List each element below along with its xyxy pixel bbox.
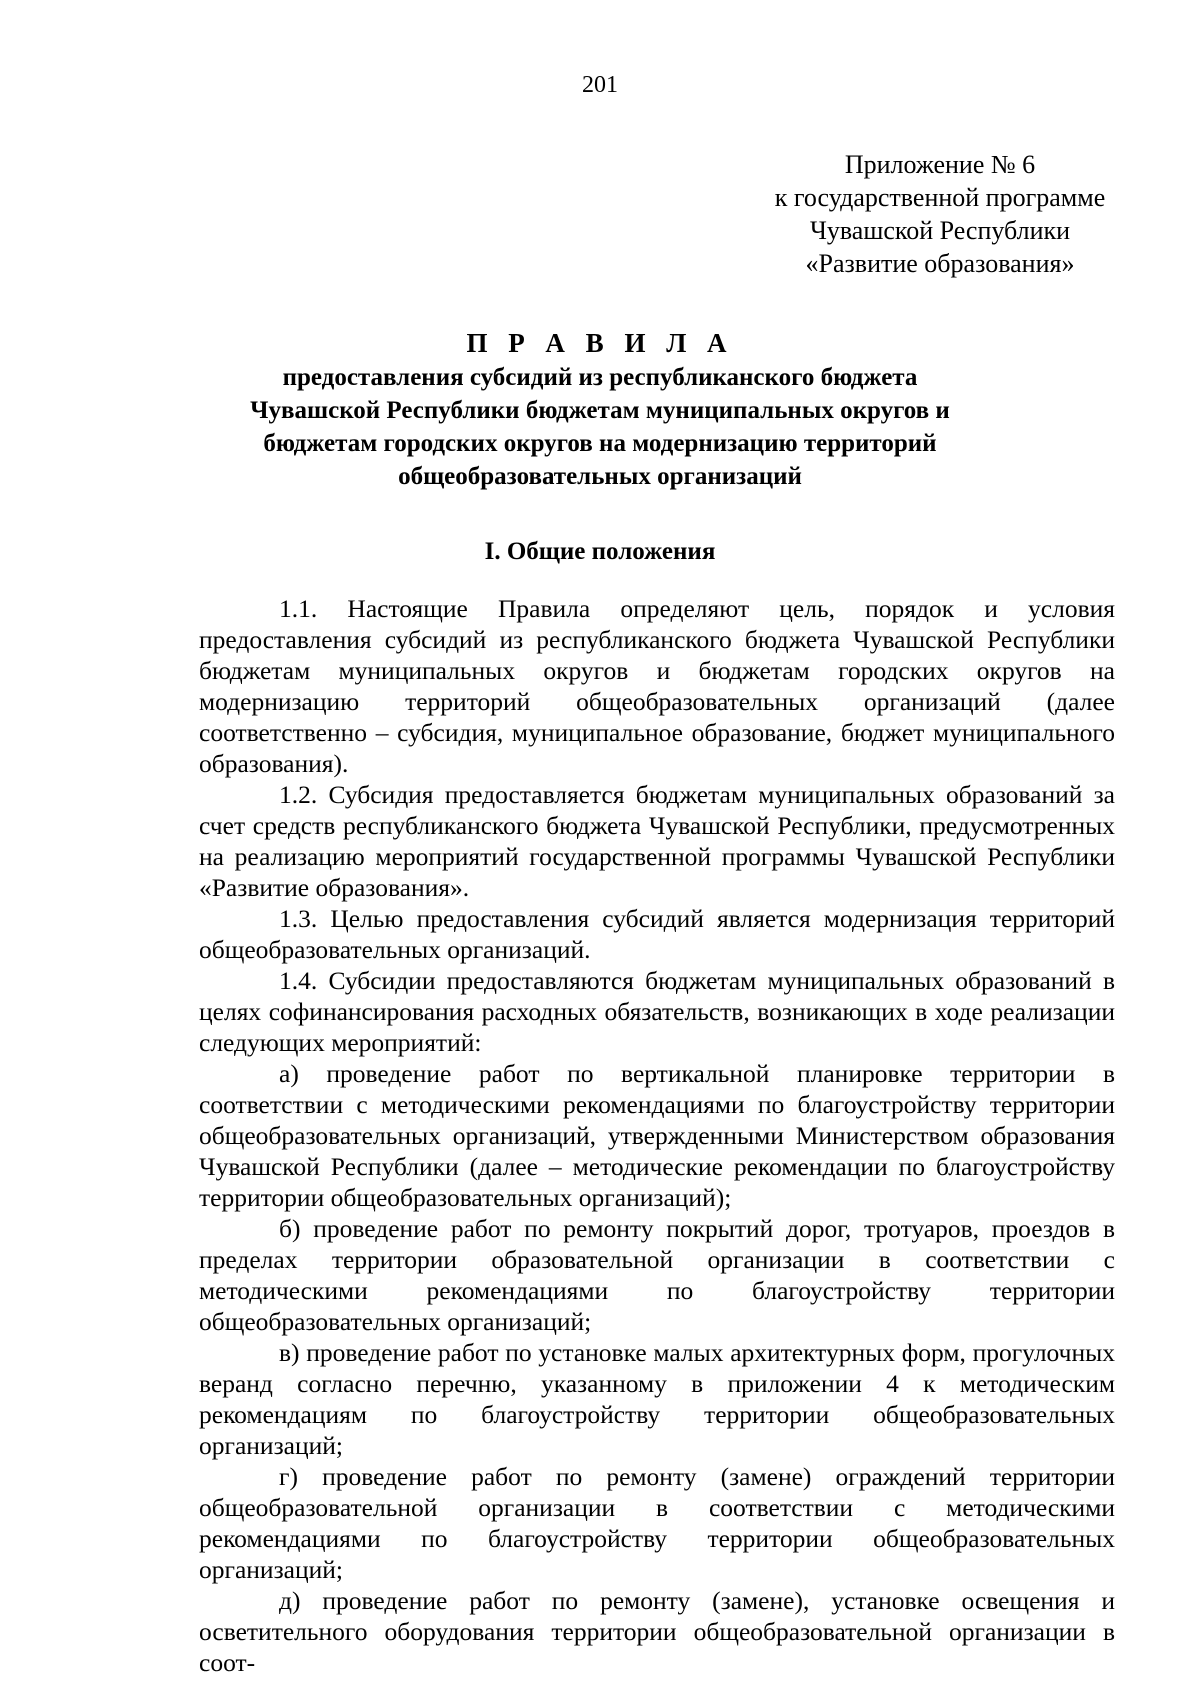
title-subtitle-line: бюджетам городских округов на модернизацию территорий xyxy=(263,430,937,457)
title-subtitle-line: общеобразовательных организаций xyxy=(398,463,802,490)
list-item: б) проведение работ по ремонту покрытий дорог, тротуаров, проездов в пределах территории образовательной организации в соответствии с методическими рекомендациями по благоустройству территории общеобразовательных организаций; xyxy=(199,1214,1115,1336)
list-item: в) проведение работ по установке малых архитектурных форм, прогулочных веранд согласно перечню, указанному в приложении 4 к методическим рекомендациям по благоустройству территории общеобразовательных организаций; xyxy=(199,1338,1115,1460)
paragraph: 1.4. Субсидии предоставляются бюджетам муниципальных образований в целях софинансирования расходных обязательств, возникающих в ходе реализации следующих мероприятий: xyxy=(199,966,1115,1057)
title-main: П Р А В И Л А xyxy=(466,328,734,358)
list-item: а) проведение работ по вертикальной планировке территории в соответствии с методическими рекомендациями по благоустройству территории общеобразовательных организаций, утвержденными Министерством образования Чувашской Республики (далее – методические рекомендации по благоустройству территории общеобразовательных организаций); xyxy=(199,1059,1115,1212)
list-item: г) проведение работ по ремонту (замене) ограждений территории общеобразовательной организации в соответствии с методическими рекомендациями по благоустройству территории общеобразовательных организаций; xyxy=(199,1462,1115,1584)
paragraph: 1.1. Настоящие Правила определяют цель, порядок и условия предоставления субсидий из республиканского бюджета Чувашской Республики бюджетам муниципальных округов и бюджетам городских округов на модернизацию территорий общеобразовательных организаций (далее соответственно – субсидия, муниципальное образование, бюджет муниципального образования). xyxy=(199,594,1115,778)
appendix-note xyxy=(740,148,1140,280)
paragraph: 1.3. Целью предоставления субсидий является модернизация территорий общеобразовательных организаций. xyxy=(199,904,1115,964)
paragraph: 1.2. Субсидия предоставляется бюджетам муниципальных образований за счет средств республиканского бюджета Чувашской Республики, предусмотренных на реализацию мероприятий государственной программы Чувашской Республики «Развитие образования». xyxy=(199,780,1115,902)
section-heading: I. Общие положения xyxy=(484,538,716,565)
appendix-line: Приложение № 6 xyxy=(844,150,1036,179)
document-title xyxy=(150,327,1050,493)
page-number: 201 xyxy=(582,72,618,98)
title-subtitle-line: Чувашской Республики бюджетам муниципальных округов и xyxy=(250,397,950,424)
appendix-line: «Развитие образования» xyxy=(805,249,1075,278)
title-subtitle-line: предоставления субсидий из республиканского бюджета xyxy=(282,364,918,391)
body-text xyxy=(199,593,1115,1678)
list-item: д) проведение работ по ремонту (замене), установке освещения и осветительного оборудования территории общеобразовательной организации в соот- xyxy=(199,1586,1115,1677)
appendix-line: к государственной программе xyxy=(774,183,1106,212)
appendix-line: Чувашской Республики xyxy=(809,216,1071,245)
